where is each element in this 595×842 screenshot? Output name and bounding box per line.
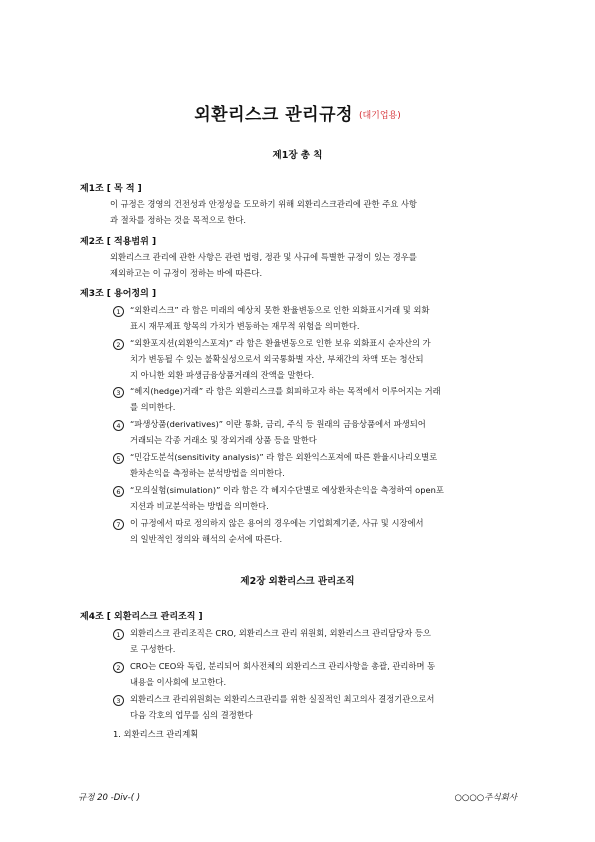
definition-line: “외환리스크” 라 함은 미래의 예상치 못한 환율변동으로 인한 외화표시거래 및 외화 [130,305,430,315]
article-1-line: 과 절차를 정하는 것을 목적으로 한다. [110,215,247,225]
definition-item-1 [130,302,429,334]
sub-item-1: 1. 외환리스크 관리계획 [113,729,199,739]
article-2-line: 제외하고는 이 규정이 정하는 바에 따른다. [110,268,263,278]
organization-item-1 [130,625,431,657]
document-title-note: (대기업용) [358,111,401,121]
footer-company-name: ○○○○주식회사 [454,793,517,803]
article-3-heading: 제3조 [ 용어정의 ] [80,289,157,299]
definition-item-5 [130,449,437,481]
item-number-1: 1 [113,306,124,317]
definition-line: “모의실험(simulation)” 이라 함은 각 헤지수단별로 예상환차손익을 측정하여 open포 [130,485,444,495]
definition-item-2 [130,335,431,383]
definition-line: 표시 재무제표 항목의 가치가 변동하는 재무적 위험을 의미한다. [130,321,360,331]
definition-item-6 [130,482,444,514]
definition-line: 거래되는 각종 거래소 및 장외거래 상품 등을 말한다 [130,435,317,445]
definition-line: 지션과 비교분석하는 방법을 의미한다. [130,501,269,511]
item-number-4: 4 [113,420,124,431]
article-4-heading: 제4조 [ 외환리스크 관리조직 ] [80,612,203,622]
definition-line: “외환포지션(외환익스포져)” 라 함은 환율변동으로 인한 보유 외화표시 순자산의 가 [130,338,431,348]
article-2-body [110,249,417,281]
article-2-heading: 제2조 [ 적용범위 ] [80,237,157,247]
organization-line: 외환리스크 관리위원회는 외환리스크관리를 위한 실질적인 최고의사 결정기관으로서 [130,694,435,704]
definition-line: “파생상품(derivatives)” 이란 통화, 금리, 주식 등 원래의 금융상품에서 파생되어 [130,419,426,429]
item-number-7: 7 [113,519,124,530]
definition-line: 의 일반적인 정의와 해석의 순서에 따른다. [130,534,283,544]
definition-item-7 [130,515,424,547]
footer-regulation-number: 규정 20 -Div-( ) [78,793,141,803]
article-1-heading: 제1조 [ 목 적 ] [80,184,142,194]
document-title: 외환리스크 관리규정 [194,105,353,125]
definition-line: “민감도분석(sensitivity analysis)” 라 함은 외환익스포져에 따른 환율시나리오별로 [130,452,438,462]
organization-line: 다음 각호의 업무를 심의 결정한다 [130,710,253,720]
item-number-3: 3 [113,695,124,706]
definition-line: 지 아니한 외환 파생금융상품거래의 잔액을 말한다. [130,370,315,380]
organization-line: 로 구성한다. [130,644,176,654]
organization-line: 내용을 이사회에 보고한다. [130,677,227,687]
definition-item-3 [130,383,441,415]
item-number-1: 1 [113,629,124,640]
article-2-line: 외환리스크 관리에 관한 사항은 관련 법령, 정관 및 사규에 특별한 규정이 있는 경우를 [110,252,417,262]
item-number-6: 6 [113,486,124,497]
item-number-2: 2 [113,662,124,673]
definition-line: 를 의미한다. [130,402,176,412]
definition-line: 치가 변동될 수 있는 불확실성으로서 외국통화별 자산, 부채간의 차액 또는 청산되 [130,354,424,364]
article-1-body [110,196,417,228]
definition-line: “헤지(hedge)거래” 라 함은 외환리스크를 회피하고자 하는 목적에서 이루어지는 거래 [130,386,441,396]
title-block [0,100,595,125]
organization-item-2 [130,658,435,690]
organization-item-3 [130,691,434,723]
organization-line: CRO는 CEO와 독립, 분리되어 회사전체의 외환리스크 관리사항을 총괄, 관리하며 동 [130,661,436,671]
chapter-2-heading: 제2장 외환리스크 관리조직 [240,576,355,587]
definition-item-4 [130,416,426,448]
item-number-5: 5 [113,453,124,464]
item-number-2: 2 [113,339,124,350]
definition-line: 환차손익을 측정하는 분석방법을 의미한다. [130,468,285,478]
article-1-line: 이 규정은 경영의 건전성과 안정성을 도모하기 위해 외환리스크관리에 관한 주요 사항 [110,199,417,209]
chapter-1-heading: 제1장 총 칙 [272,150,323,161]
definition-line: 이 규정에서 따로 정의하지 않은 용어의 경우에는 기업회계기준, 사규 및 시장에서 [130,518,424,528]
item-number-3: 3 [113,387,124,398]
organization-line: 외환리스크 관리조직은 CRO, 외환리스크 관리 위원회, 외환리스크 관리담당자 등으 [130,628,431,638]
